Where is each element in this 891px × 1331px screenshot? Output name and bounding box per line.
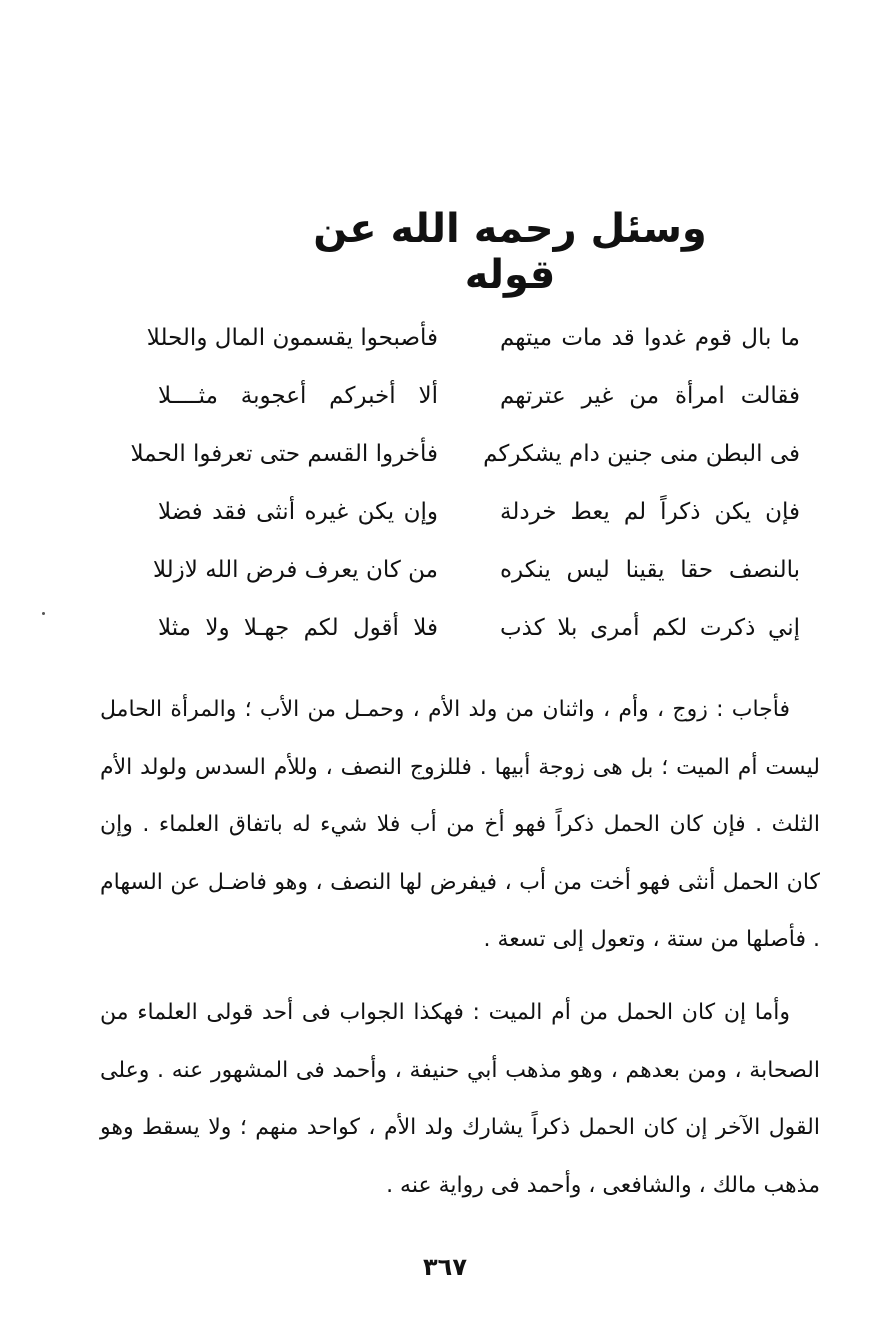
second-paragraph [100,984,820,1214]
verse-second-hemistich: من كان يعرف فرض الله لازللا [152,557,438,583]
poem-verse [130,434,800,492]
verse-first-hemistich: إني ذكرت لكم أمرى بلا كذب [500,615,800,641]
poem-verse [150,492,800,550]
verse-second-hemistich: فلا أقول لكم جهـلا ولا مثلا [158,615,438,641]
poem-verse [146,318,800,376]
verse-first-hemistich: ما بال قوم غدوا قد مات ميتهم [500,325,800,351]
answer-paragraph-text: فأجاب : زوج ، وأم ، واثنان من ولد الأم ، وحمـل من الأب ؛ والمرأة الحامل ليست أم الميت ؛ بل هى زوجة أبيها . فللزوج النصف ، وللأم السدس ولولد الأم الثلث . فإن كان الحمل ذكراً فهو أخ من أب فلا شيء له باتفاق العلماء . وإن كان الحمل أنثى فهو أخت من أب ، فيفرض لها النصف ، وهو فاضـل عن السهام . فأصلها من ستة ، وتعول إلى تسعة . [100,697,820,952]
poem-verse [150,376,800,434]
verse-second-hemistich: ألا أخبركم أعجوبة مثــــلا [158,383,438,409]
poem [130,318,800,666]
verse-first-hemistich: فى البطن منى جنين دام يشكركم [483,441,800,467]
verse-first-hemistich: بالنصف حقا يقينا ليس ينكره [500,557,800,583]
verse-second-hemistich: فأصبحوا يقسمون المال والحللا [146,325,438,351]
verse-second-hemistich: فأخروا القسم حتى تعرفوا الحملا [130,441,438,467]
second-paragraph-text: وأما إن كان الحمل من أم الميت : فهكذا الجواب فى أحد قولى العلماء من الصحابة ، ومن بعدهم ، وهو مذهب أبي حنيفة ، وأحمد فى المشهور عنه . وعلى القول الآخر إن كان الحمل ذكراً يشارك ولد الأم ، كواحد منهم ؛ ولا يسقط وهو مذهب مالك ، والشافعى ، وأحمد فى رواية عنه . [100,1000,820,1198]
answer-paragraph [100,681,820,969]
verse-first-hemistich: فإن يكن ذكراً لم يعط خردلة [500,499,800,525]
verse-first-hemistich: فقالت امرأة من غير عترتهم [500,383,800,409]
poem-verse [150,550,800,608]
page-number: ٣٦٧ [423,1253,467,1281]
poem-verse [150,608,800,666]
section-heading: وسئل رحمه الله عن قوله [313,206,707,298]
verse-second-hemistich: وإن يكن غيره أنثى فقد فضلا [158,499,438,525]
scan-speck [42,612,45,615]
